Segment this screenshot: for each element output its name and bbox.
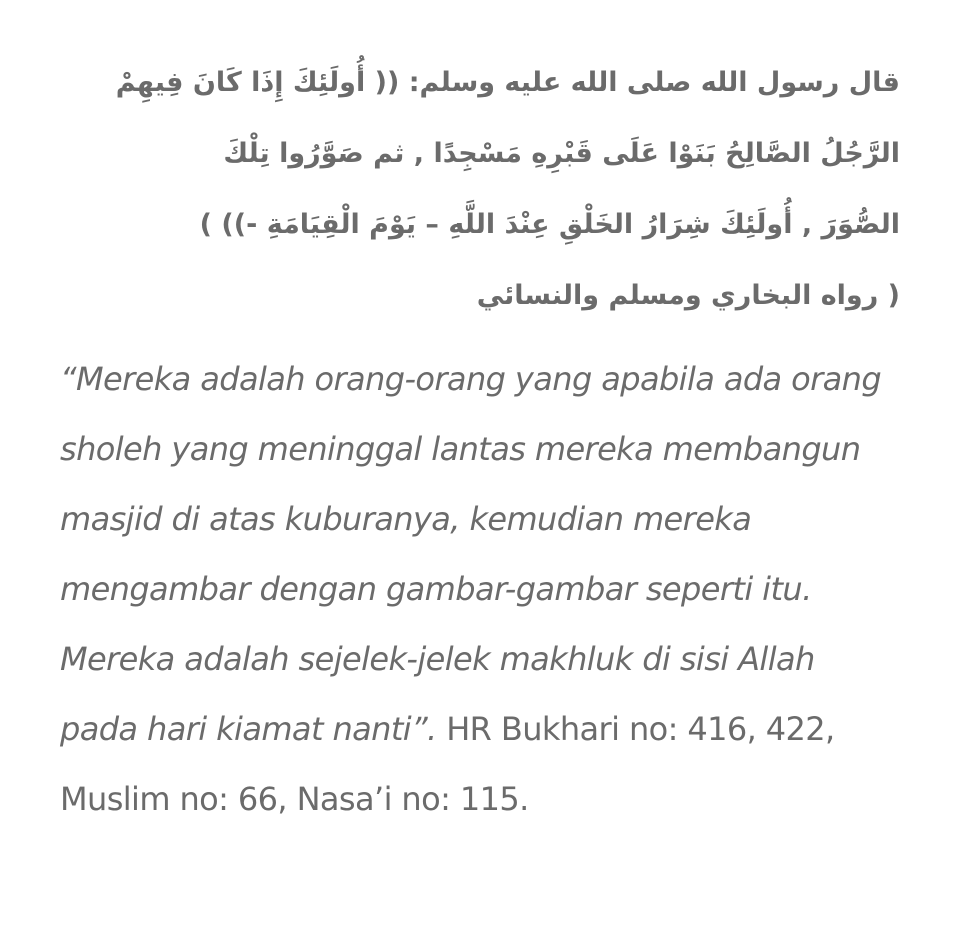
arabic-line: قال رسول الله صلى الله عليه وسلم: (( أُولَئِكَ إِذَا كَانَ فِيهِمْ [115,67,900,98]
arabic-hadith-text [60,0,900,331]
translation-paragraph [60,344,900,834]
translation-quote: “Mereka adalah orang-orang yang apabila ada orang sholeh yang meninggal lantas mereka membangun masjid di atas kuburanya, kemudian mereka mengambar dengan gambar-gambar seperti itu. Mereka adalah sejelek-jelek makhluk di sisi Allah pada hari kiamat nanti”. [60,360,882,748]
arabic-line: ( رواه البخاري ومسلم والنسائي [476,280,900,311]
hadith-citation: HR Bukhari no: 416, 422, Muslim no: 66, Nasa’i no: 115. [60,710,835,818]
arabic-line: الرَّجُلُ الصَّالِحُ بَنَوْا عَلَى قَبْرِهِ مَسْجِدًا , ثم صَوَّرُوا تِلْكَ [223,138,900,169]
article-body [60,0,900,834]
arabic-line: الصُّوَرَ , أُولَئِكَ شِرَارُ الخَلْقِ عِنْدَ اللَّهِ – يَوْمَ الْقِيَامَةِ -)) ) [199,209,900,240]
